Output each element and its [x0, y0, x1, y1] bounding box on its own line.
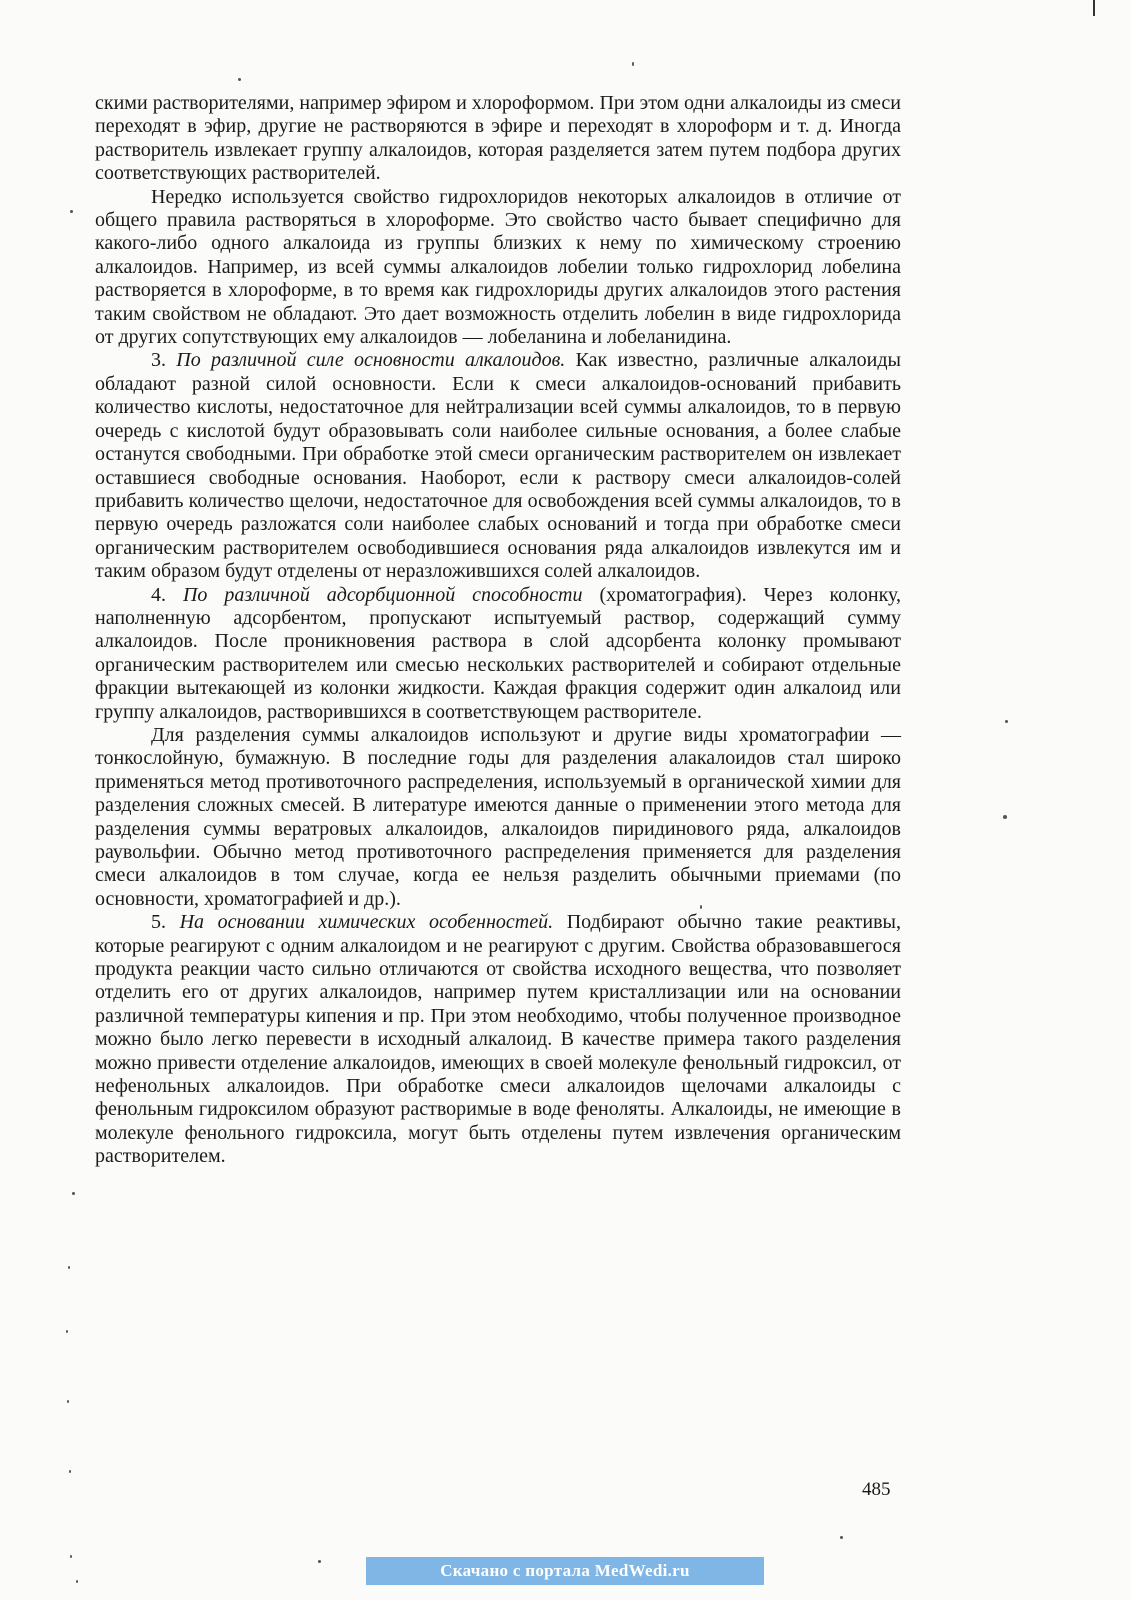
paragraph-1	[95, 92, 901, 186]
paragraph-2	[95, 186, 901, 350]
scan-speck	[76, 1580, 78, 1583]
item-number: 3.	[151, 349, 166, 372]
scan-speck	[1003, 815, 1007, 819]
scan-edge-mark	[1093, 0, 1095, 16]
scan-speck	[840, 1536, 843, 1539]
paragraph-text: (хроматография). Через колонку, наполненную адсорбентом, пропускают испытуемый раствор, содержащий сумму алкалоидов. После проникновения раствора в слой адсорбента колонку промывают органическим растворителем или смесью нескольких растворителей и собирают отдельные фракции вытекающей из колонки жидкости. Каждая фракция содержит один алкалоид или группу алкалоидов, растворившихся в соответствующем растворителе.	[95, 583, 902, 723]
paragraph-4	[95, 584, 901, 724]
scan-speck	[69, 1470, 71, 1473]
scan-speck	[318, 1560, 321, 1563]
scan-speck	[68, 1266, 70, 1269]
paragraph-text: Нередко используется свойство гидрохлоридов некоторых алкалоидов в отличие от общего правила растворяться в хлороформе. Это свойство часто бывает специфично для какого-либо одного алкалоида из группы близких к нему по химическому строению алкалоидов. Например, из всей суммы алкалоидов лобелии только гидрохлорид лобелина растворяется в хлороформе, в то время как гидрохлориды других алкалоидов этого растения таким свойством не обладают. Это дает возможность отделить лобелин в виде гидрохлорида от других сопутствующих ему алкалоидов — лобеланина и лобеланидина.	[95, 185, 901, 349]
scan-speck	[72, 1192, 75, 1195]
paragraph-text: Для разделения суммы алкалоидов используют и другие виды хроматографии — тонкослойную, бумажную. В последние годы для разделения алакалоидов стал широко применяться метод противоточного распределения, используемый в органической химии для разделения сложных смесей. В литературе имеются данные о применении этого метода для разделения суммы вератровых алкалоидов, алкалоидов пиридинового ряда, алкалоидов раувольфии. Обычно метод противоточного распределения применяется для разделения смеси алкалоидов в том случае, когда ее нельзя разделить обычными приемами (по основности, хроматографией и др.).	[95, 723, 901, 910]
scan-speck	[1005, 720, 1008, 723]
page-number: 485	[862, 1479, 891, 1500]
item-number: 4.	[151, 583, 166, 606]
body-text	[95, 92, 901, 1169]
scan-speck	[700, 905, 702, 909]
paragraph-6	[95, 911, 901, 1168]
item-number: 5.	[151, 911, 166, 934]
scan-speck	[632, 62, 634, 66]
item-heading: На основании химических особенностей.	[179, 911, 554, 934]
scan-speck	[70, 210, 73, 213]
scan-speck	[66, 1330, 68, 1333]
item-heading: По различной силе основности алкалоидов.	[176, 349, 566, 372]
scan-speck	[238, 78, 241, 81]
scan-speck	[70, 1555, 72, 1558]
paragraph-5	[95, 724, 901, 911]
paragraph-text: Как известно, различные алкалоиды обладают разной силой основности. Если к смеси алкалоидов-оснований прибавить количество кислоты, недостаточное для нейтрализации всей суммы алкалоидов, то в первую очередь с кислотой будут образовывать соли наиболее сильные основания, а более слабые останутся свободными. При обработке этой смеси органическим растворителем он извлекает оставшиеся свободные основания. Наоборот, если к раствору смеси алкалоидов-солей прибавить количество щелочи, недостаточное для освобождения всей суммы алкалоидов, то в первую очередь разложатся соли наиболее слабых оснований и тогда при обработке смеси органическим растворителем освободившиеся основания ряда алкалоидов извлекутся им и таким образом будут отделены от неразложившихся солей алкалоидов.	[95, 349, 901, 583]
scan-speck	[67, 1400, 69, 1403]
paragraph-text: Подбирают обычно такие реактивы, которые реагируют с одним алкалоидом и не реагируют с другим. Свойства образовавшегося продукта реакции часто сильно отличаются от свойства исходного вещества, что позволяет отделить его от других алкалоидов, например путем кристаллизации или на основании различной температуры кипения и пр. При этом необходимо, чтобы полученное производное можно было легко перевести в исходный алкалоид. В качестве примера такого разделения можно привести отделение алкалоидов, имеющих в своей молекуле фенольный гидроксил, от нефенольных алкалоидов. При обработке смеси алкалоидов щелочами алкалоиды с фенольным гидроксилом образуют растворимые в воде феноляты. Алкалоиды, не имеющие в молекуле фенольного гидроксила, могут быть отделены путем извлечения органическим растворителем.	[95, 911, 901, 1168]
paragraph-text: скими растворителями, например эфиром и хлороформом. При этом одни алкалоиды из смеси переходят в эфир, другие не растворяются в эфире и переходят в хлороформ и т. д. Иногда растворитель извлекает группу алкалоидов, которая разделяется затем путем подбора других соответствующих растворителей.	[95, 92, 901, 185]
paragraph-3	[95, 349, 901, 583]
download-watermark: Скачано с портала MedWedi.ru	[366, 1557, 764, 1585]
item-heading: По различной адсорбционной способности	[182, 583, 583, 606]
